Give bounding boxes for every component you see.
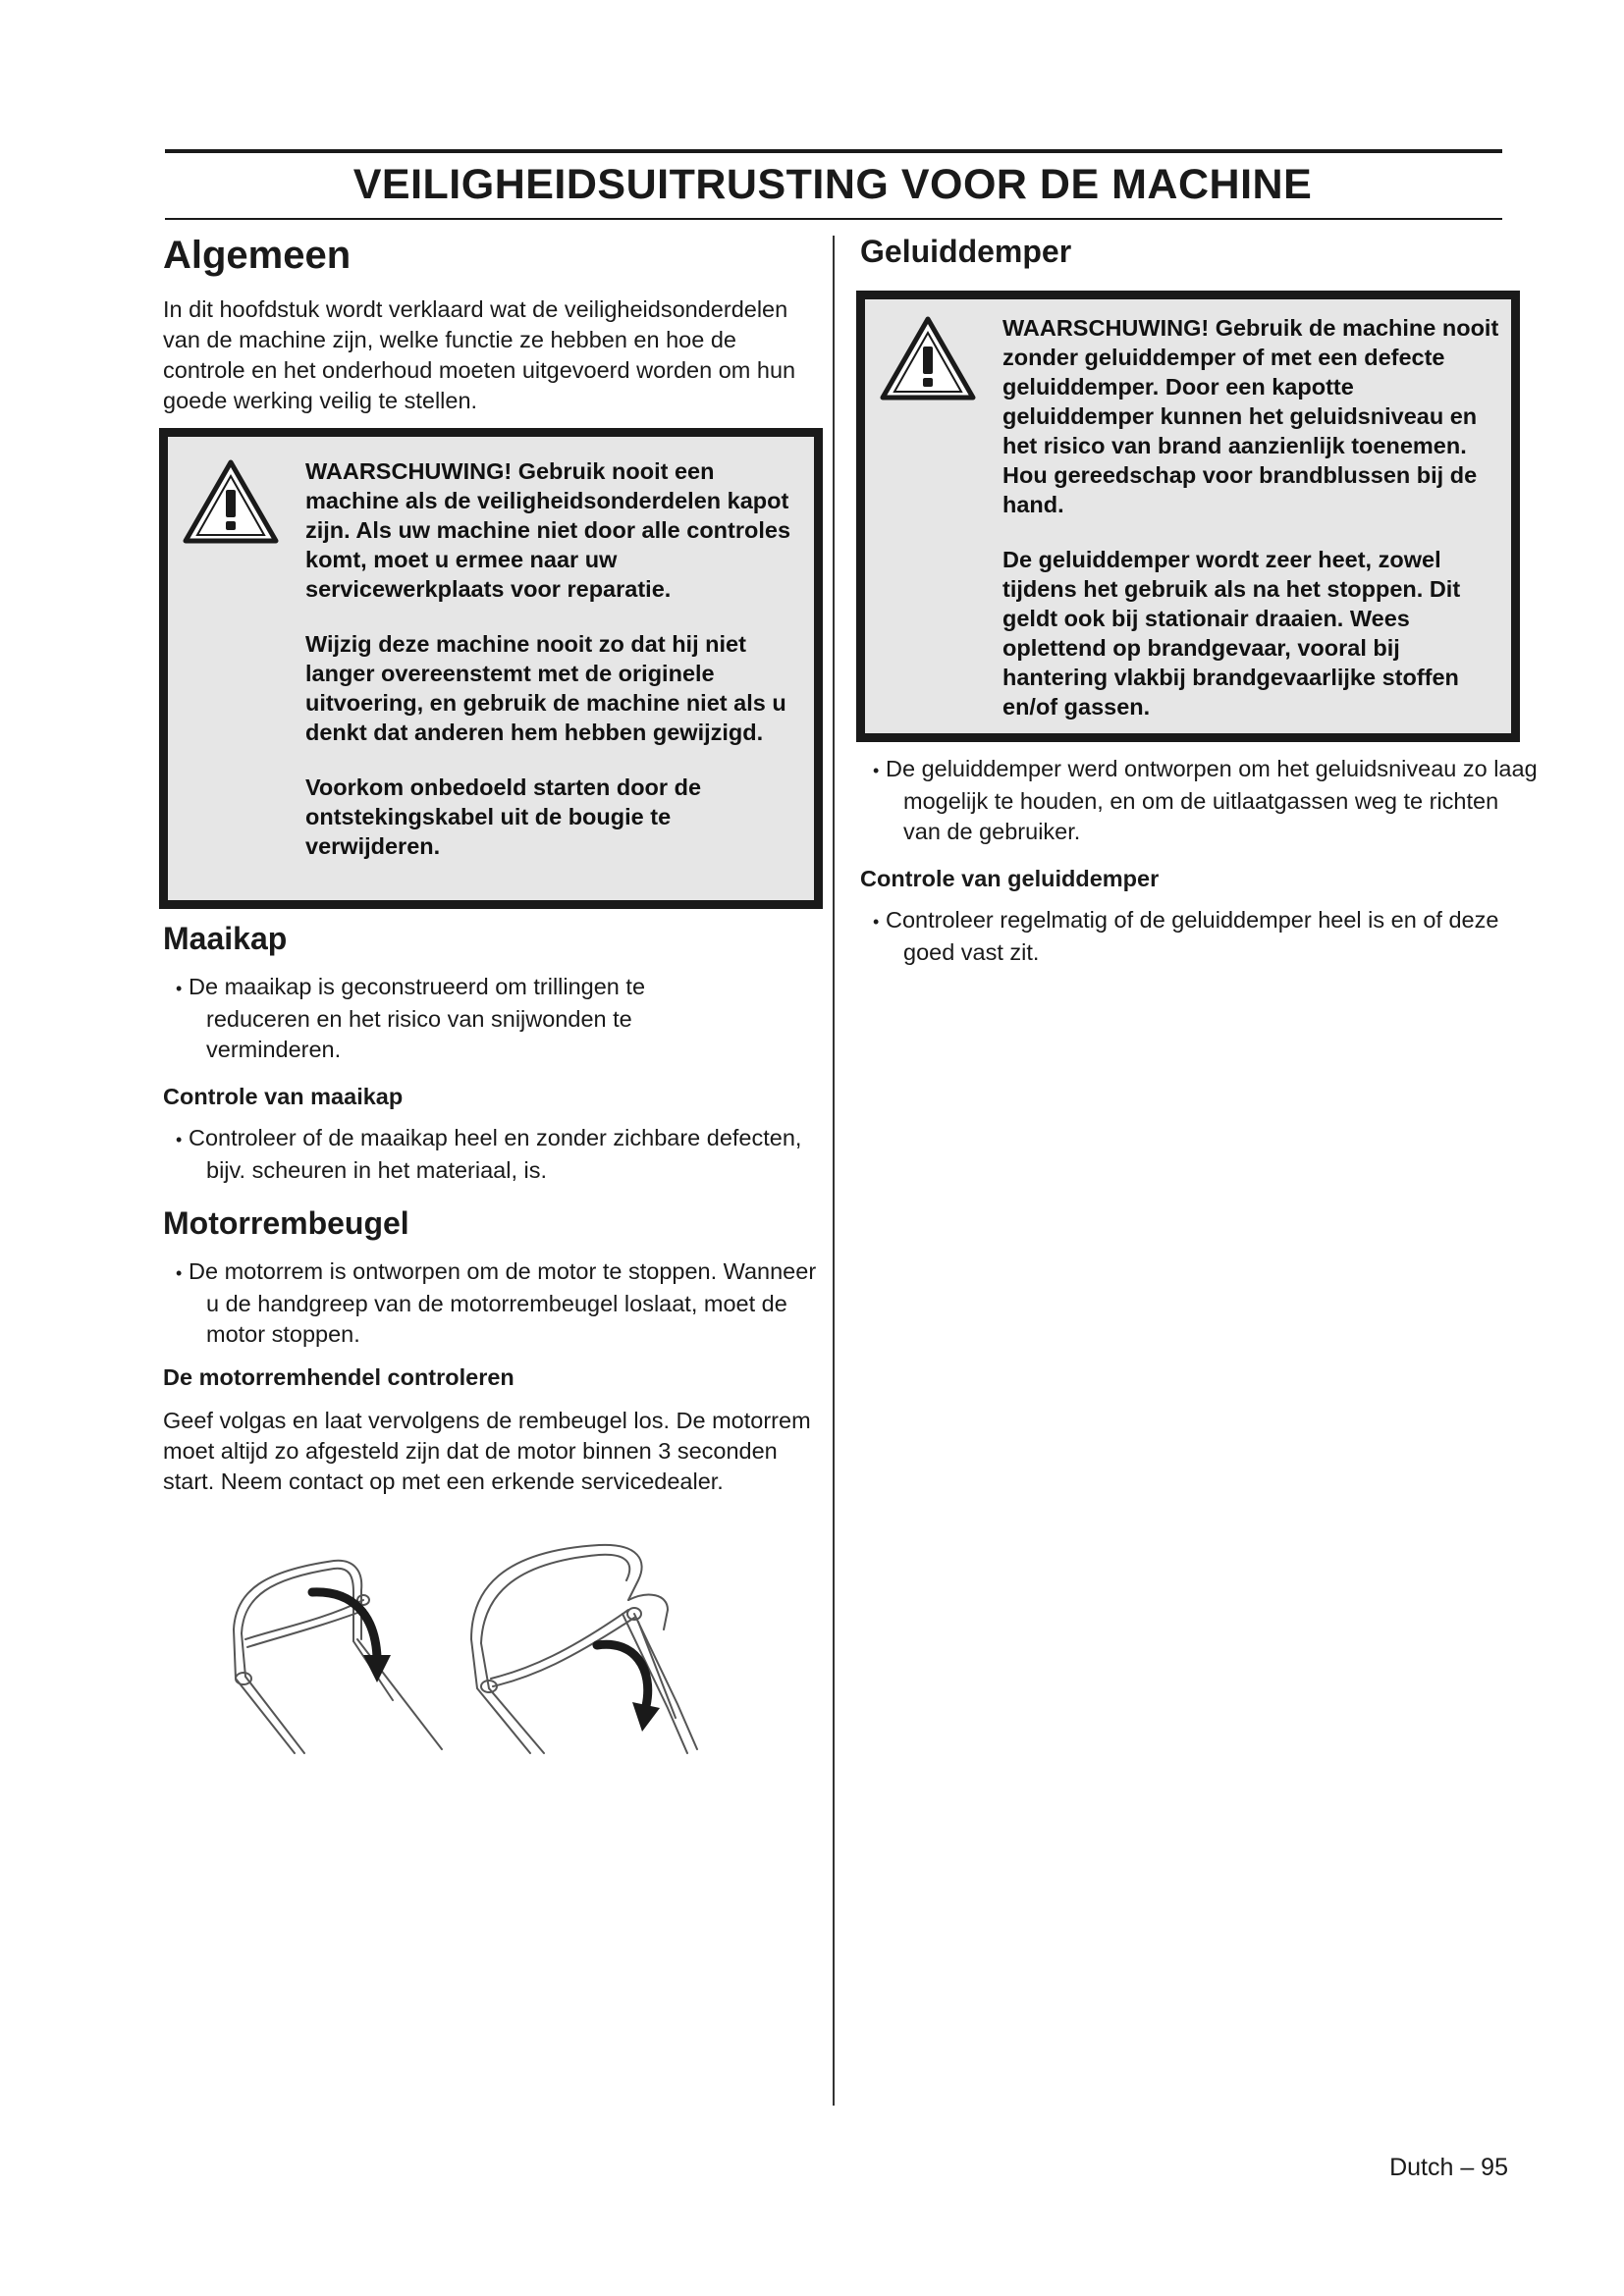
intro-paragraph: In dit hoofdstuk wordt verklaard wat de veiligheidsonderdelen van de machine zijn, welke functie ze hebben en hoe de controle en het onderhoud moeten uitgevoerd worden om hun goede werking veilig te stellen. bbox=[163, 296, 796, 413]
bullet-geluiddemper: • De geluiddemper werd ontworpen om het geluidsniveau zo laag mogelijk te houden, en om de uitlaatgassen weg te richten van de gebruiker. bbox=[860, 754, 1542, 847]
warning-paragraph: WAARSCHUWING! Gebruik de machine nooit zonder geluiddemper of met een defecte geluiddemper. Door een kapotte geluiddemper kunnen het geluidsniveau en het risico van brand aanzienlijk toenemen. Hou gereedschap voor brandblussen bij de hand. bbox=[1002, 315, 1499, 517]
warning-paragraph: Wijzig deze machine nooit zo dat hij niet langer overeenstemt met de originele uitvoering, en gebruik de machine niet als u denkt dat anderen hem hebben gewijzigd. bbox=[305, 631, 786, 745]
bullet-motorrembeugel: • De motorrem is ontworpen om de motor te stoppen. Wanneer u de handgreep van de motorrembeugel loslaat, moet de motor stoppen. bbox=[163, 1256, 835, 1350]
subheading-controle-maaikap: Controle van maaikap bbox=[163, 1084, 404, 1109]
section-heading-motorrembeugel: Motorrembeugel bbox=[163, 1205, 409, 1241]
page-number: Dutch – 95 bbox=[1389, 2154, 1508, 2181]
warning-box-general bbox=[159, 428, 823, 909]
warning-triangle-icon bbox=[182, 458, 280, 545]
page-title: VEILIGHEIDSUITRUSTING VOOR DE MACHINE bbox=[352, 161, 1313, 208]
section-heading-maaikap: Maaikap bbox=[163, 921, 288, 956]
header-bottom-rule bbox=[165, 218, 1502, 220]
warning-text-general bbox=[305, 456, 806, 861]
subheading-motorremhendel: De motorremhendel controleren bbox=[163, 1364, 514, 1390]
warning-text-geluiddemper bbox=[1002, 313, 1509, 721]
warning-paragraph: De geluiddemper wordt zeer heet, zowel tijdens het gebruik als na het stoppen. Dit geldt ook bij stationair draaien. Wees oplettend op brandgevaar, vooral bij hantering vlakbij brandgevaarlijke stoffen en/of gassen. bbox=[1002, 547, 1461, 720]
warning-paragraph: Voorkom onbedoeld starten door de ontstekingskabel uit de bougie te verwijderen. bbox=[305, 774, 702, 859]
header-top-rule bbox=[165, 149, 1502, 153]
bullet-maaikap: • De maaikap is geconstrueerd om trillingen te reduceren en het risico van snijwonden te verminderen. bbox=[163, 972, 736, 1065]
paragraph-motorremhendel: Geef volgas en laat vervolgens de rembeugel los. De motorrem moet altijd zo afgesteld zijn dat de motor binnen 3 seconden start. Neem contact op met een erkende servicedealer. bbox=[163, 1408, 811, 1494]
bullet-controle-geluiddemper: • Controleer regelmatig of de geluiddemper heel is en of deze goed vast zit. bbox=[860, 905, 1542, 968]
section-heading-geluiddemper: Geluiddemper bbox=[860, 234, 1072, 269]
brake-handle-illustration bbox=[206, 1531, 736, 1757]
subheading-controle-geluiddemper: Controle van geluiddemper bbox=[860, 866, 1160, 891]
warning-box-geluiddemper bbox=[856, 291, 1520, 742]
bullet-controle-maaikap: • Controleer of de maaikap heel en zonder zichbare defecten, bijv. scheuren in het materiaal, is. bbox=[163, 1123, 835, 1186]
warning-triangle-icon bbox=[879, 315, 977, 401]
section-heading-algemeen: Algemeen bbox=[163, 234, 352, 277]
warning-paragraph: WAARSCHUWING! Gebruik nooit een machine als de veiligheidsonderdelen kapot zijn. Als uw machine niet door alle controles komt, moet u ermee naar uw servicewerkplaats voor reparatie. bbox=[305, 458, 791, 602]
